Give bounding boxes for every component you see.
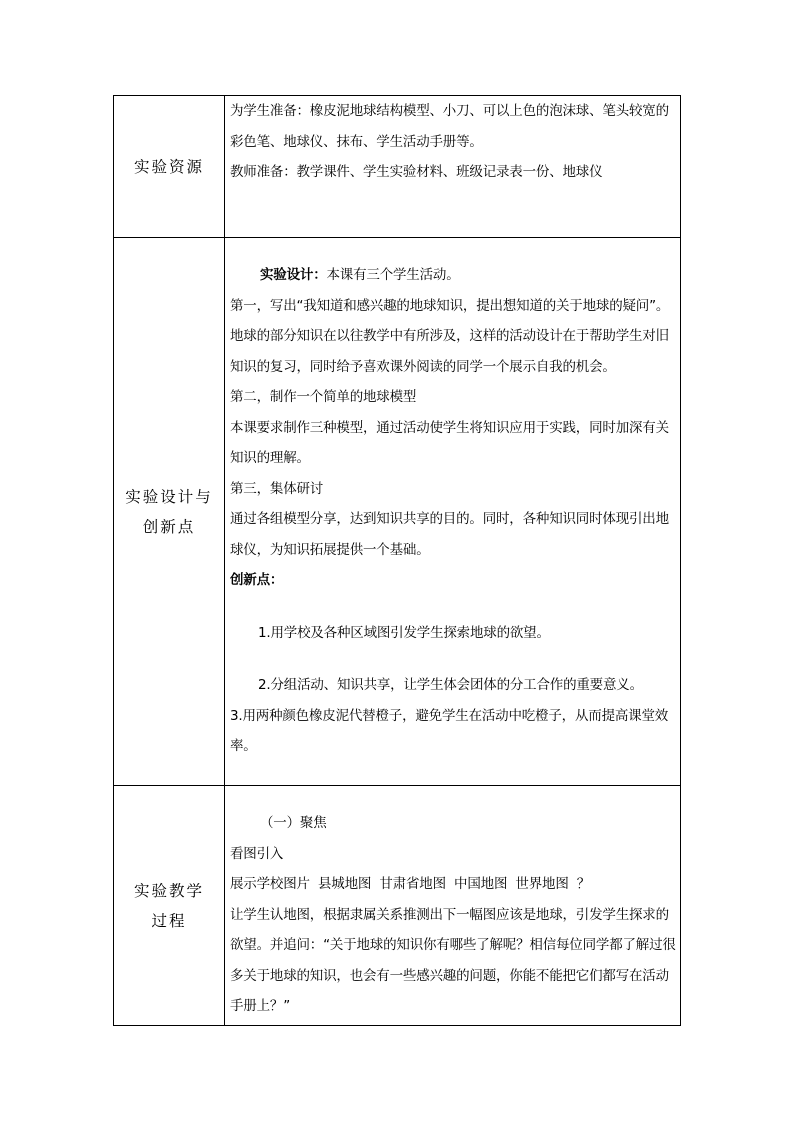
innovation-one: 1.用学校及各种区域图引发学生探索地球的欲望。: [258, 624, 550, 641]
design-text: 本课有三个学生活动。: [326, 267, 460, 283]
label-design: [114, 238, 225, 786]
map-sequence: 展示学校图片 县城地图 甘肃省地图 中国地图 世界地图 ？: [230, 876, 591, 892]
spacer: [230, 648, 679, 670]
content-resources: [225, 96, 681, 238]
student-prep: 为学生准备：橡皮泥地球结构模型、小刀、可以上色的泡沫球、笔头较宽的彩色笔、地球仪、抹布、学生活动手册等。: [230, 103, 669, 150]
activity-two-text: 本课要求制作三种模型，通过活动使学生将知识应用于实践，同时加深有关知识的理解。: [230, 419, 669, 466]
label-resources: [114, 96, 225, 238]
innovation-two: 2.分组活动、知识共享，让学生体会团体的分工合作的重要意义。: [258, 677, 643, 693]
row-process: [114, 786, 681, 1026]
section-heading: （一）聚焦: [260, 815, 327, 831]
spacer: [230, 596, 679, 618]
innovation-three: 3.用两种颜色橡皮泥代替橙子，避免学生在活动中吃橙子，从而提高课堂效率。: [230, 707, 669, 754]
design-heading: 实验设计：: [260, 267, 327, 283]
teacher-prep: 教师准备：教学课件、学生实验材料、班级记录表一份、地球仪: [230, 164, 603, 180]
label-line: 创新点: [142, 517, 196, 536]
activity-two-title: 第二，制作一个简单的地球模型: [230, 389, 417, 405]
label-line: 实验资源: [133, 157, 204, 176]
activity-three-title: 第三，集体研讨: [230, 480, 324, 497]
lesson-table: [113, 95, 681, 1026]
row-design: [114, 238, 681, 786]
activity-three-text: 通过各组模型分享，达到知识共享的目的。同时，各种知识同时体现引出地球仪，为知识拓展提供一个基础。: [230, 511, 669, 558]
content-process: [225, 786, 681, 1026]
label-line: 实验设计与: [125, 487, 213, 506]
process-text: 让学生认地图，根据隶属关系推测出下一幅图应该是地球，引发学生探求的欲望。并追问：“关于地球的知识你有哪些了解呢？相信每位同学都了解过很多关于地球的知识，也会有一些感兴趣的问题，你能不能把它们都写在活动手册上？”: [230, 906, 676, 1014]
design-intro: [230, 260, 679, 291]
row-resources: [114, 96, 681, 238]
label-process: [114, 786, 225, 1026]
intro-title: 看图引入: [230, 845, 284, 862]
innovation-heading: 创新点：: [230, 572, 284, 588]
content-design: [225, 238, 681, 786]
label-line: 实验教学: [133, 881, 204, 900]
activity-one: 第一，写出“我知道和感兴趣的地球知识，提出想知道的关于地球的疑问”。地球的部分知识在以往教学中有所涉及，这样的活动设计在于帮助学生对旧知识的复习，同时给予喜欢课外阅读的同学一个展示自我的机会。: [230, 297, 670, 375]
label-line: 过程: [151, 911, 187, 930]
